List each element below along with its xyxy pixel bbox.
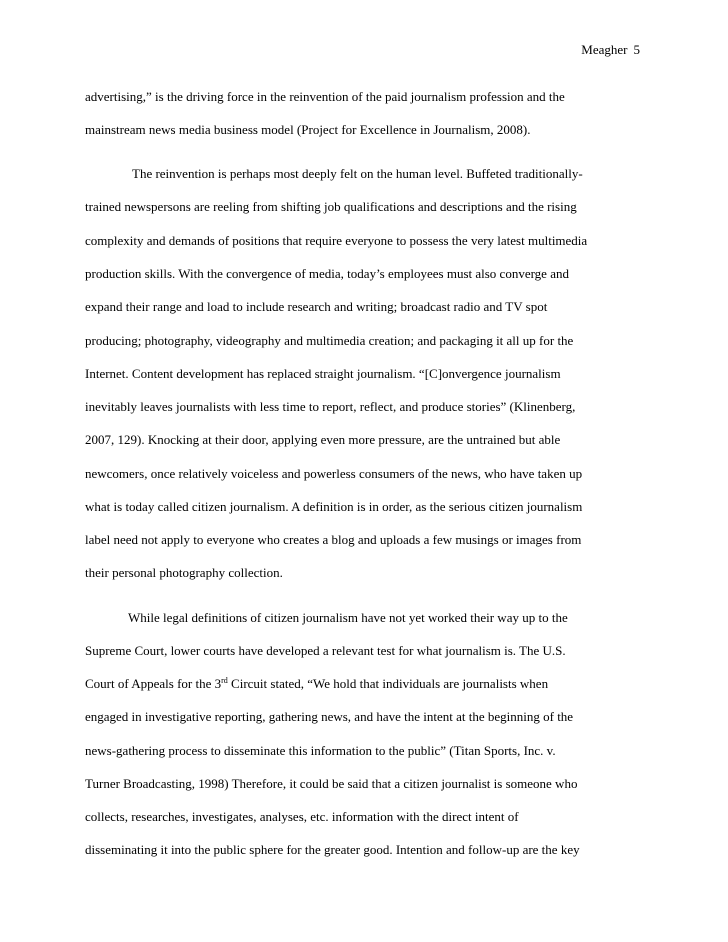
body-line: engaged in investigative reporting, gathering news, and have the intent at the beginning of the — [85, 709, 574, 724]
body-line: trained newspersons are reeling from shifting job qualifications and descriptions and the rising — [85, 199, 577, 214]
ordinal-superscript: rd — [221, 676, 228, 685]
body-line: Supreme Court, lower courts have developed a relevant test for what journalism is. The U.S. — [85, 643, 566, 658]
body-line: complexity and demands of positions that require everyone to possess the very latest multimedia — [85, 233, 588, 248]
body-line: inevitably leaves journalists with less time to report, reflect, and produce stories” (Klinenberg, — [85, 399, 576, 414]
body-line: Turner Broadcasting, 1998) Therefore, it could be said that a citizen journalist is someone who — [85, 776, 578, 791]
running-header — [581, 42, 640, 58]
body-line: advertising,” is the driving force in the reinvention of the paid journalism profession and the — [85, 89, 565, 104]
body-line: collects, researches, investigates, analyses, etc. information with the direct intent of — [85, 809, 519, 824]
body-line: their personal photography collection. — [85, 565, 283, 580]
paragraph-start-line: The reinvention is perhaps most deeply felt on the human level. Buffeted traditionally- — [132, 166, 583, 181]
body-line: mainstream news media business model (Project for Excellence in Journalism, 2008). — [85, 122, 531, 137]
body-line: news-gathering process to disseminate this information to the public” (Titan Sports, Inc. v. — [85, 743, 556, 758]
body-line: what is today called citizen journalism. A definition is in order, as the serious citizen journalism — [85, 499, 583, 514]
body-line: newcomers, once relatively voiceless and powerless consumers of the news, who have taken up — [85, 466, 583, 481]
header-page-number: 5 — [633, 42, 640, 57]
body-line: label need not apply to everyone who creates a blog and uploads a few musings or images from — [85, 532, 582, 547]
paragraph-start-line: While legal definitions of citizen journalism have not yet worked their way up to the — [128, 610, 568, 625]
text-segment: Court of Appeals for the 3 — [85, 676, 222, 691]
body-line: expand their range and load to include research and writing; broadcast radio and TV spot — [85, 299, 548, 314]
body-line: disseminating it into the public sphere for the greater good. Intention and follow-up are the key — [85, 842, 580, 857]
body-line: production skills. With the convergence of media, today’s employees must also converge and — [85, 266, 569, 281]
body-line: 2007, 129). Knocking at their door, applying even more pressure, are the untrained but able — [85, 432, 561, 447]
text-segment: Circuit stated, “We hold that individuals are journalists when — [227, 676, 549, 691]
body-line: Internet. Content development has replaced straight journalism. “[C]onvergence journalism — [85, 366, 561, 381]
body-line: producing; photography, videography and multimedia creation; and packaging it all up for the — [85, 333, 574, 348]
body-line-with-superscript — [85, 676, 548, 692]
header-author: Meagher — [581, 42, 628, 57]
